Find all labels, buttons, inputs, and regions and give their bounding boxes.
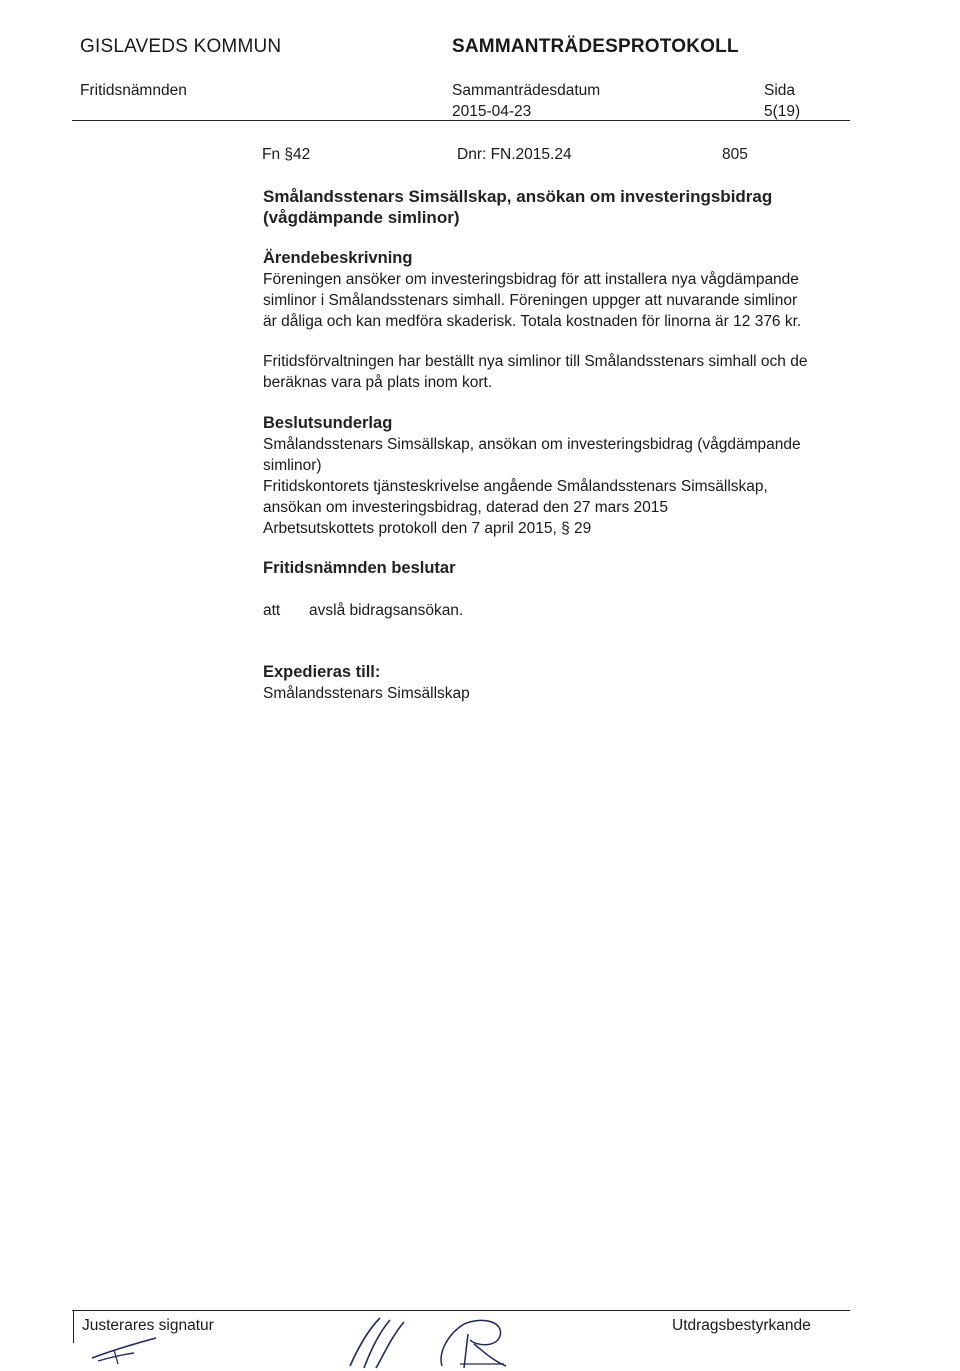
decision-text xyxy=(263,600,853,621)
decision-body: avslå bidragsansökan. xyxy=(309,602,464,619)
signature-label: Justerares signatur xyxy=(82,1317,214,1334)
document-type: SAMMANTRÄDESPROTOKOLL xyxy=(452,36,739,57)
decision-heading: Fritidsnämnden beslutar xyxy=(263,559,456,577)
decision-basis-section xyxy=(263,413,853,539)
case-title-line: Smålandsstenars Simsällskap, ansökan om investeringsbidrag xyxy=(263,187,773,206)
footer-divider xyxy=(72,1310,850,1311)
certification-label: Utdragsbestyrkande xyxy=(672,1317,811,1334)
decision-att: att xyxy=(263,602,281,619)
description-section xyxy=(263,248,853,332)
decision-basis-line: Arbetsutskottets protokoll den 7 april 2015, § 29 xyxy=(263,520,592,537)
organization-name: GISLAVEDS KOMMUN xyxy=(80,36,282,57)
decision-section xyxy=(263,558,853,579)
dispatch-recipient: Smålandsstenars Simsällskap xyxy=(263,685,470,702)
footer-left-border xyxy=(73,1311,74,1343)
section-number: Fn §42 xyxy=(262,146,311,163)
decision-basis-line: ansökan om investeringsbidrag, daterad den 27 mars 2015 xyxy=(263,499,668,516)
committee-name: Fritidsnämnden xyxy=(80,82,187,99)
case-number: Dnr: FN.2015.24 xyxy=(457,146,572,163)
signature-mark-3 xyxy=(434,1314,514,1370)
signature-mark-2 xyxy=(340,1314,412,1370)
dispatch-heading: Expedieras till: xyxy=(263,663,381,681)
decision-basis-heading: Beslutsunderlag xyxy=(263,414,393,432)
description-line: simlinor i Smålandsstenars simhall. Föreningen uppger att nuvarande simlinor xyxy=(263,292,798,309)
description-line: Föreningen ansöker om investeringsbidrag för att installera nya vågdämpande xyxy=(263,271,799,288)
document-number: 805 xyxy=(722,146,748,163)
decision-basis-line: Smålandsstenars Simsällskap, ansökan om investeringsbidrag (vågdämpande xyxy=(263,436,801,453)
decision-basis-line: Fritidskontorets tjänsteskrivelse angående Smålandsstenars Simsällskap, xyxy=(263,478,768,495)
decision-basis-line: simlinor) xyxy=(263,457,322,474)
administration-note xyxy=(263,351,853,393)
meeting-date-label: Sammanträdesdatum xyxy=(452,82,601,99)
signature-mark-1 xyxy=(86,1336,164,1366)
description-heading: Ärendebeskrivning xyxy=(263,249,413,267)
description-line: är dåliga och kan medföra skaderisk. Totala kostnaden för linorna är 12 376 kr. xyxy=(263,313,802,330)
administration-note-line: Fritidsförvaltningen har beställt nya simlinor till Smålandsstenars simhall och de xyxy=(263,353,808,370)
header-divider xyxy=(72,120,850,121)
case-title-line: (vågdämpande simlinor) xyxy=(263,208,460,227)
dispatch-section xyxy=(263,662,853,704)
meeting-date-value: 2015-04-23 xyxy=(452,103,532,120)
case-title xyxy=(263,186,853,228)
page-value: 5(19) xyxy=(764,103,801,120)
administration-note-line: beräknas vara på plats inom kort. xyxy=(263,374,493,391)
page-label: Sida xyxy=(764,82,796,99)
